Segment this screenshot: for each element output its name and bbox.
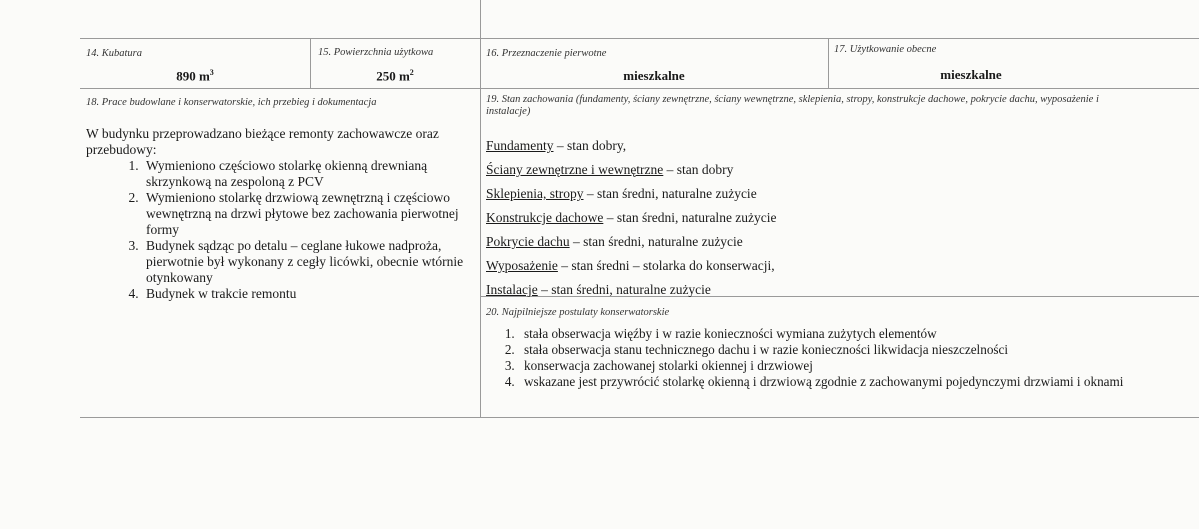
prace-intro: W budynku przeprowadzano bieżące remonty zachowawcze oraz przebudowy: xyxy=(86,126,439,157)
postulaty-content xyxy=(486,326,1126,390)
stan-item-term: Pokrycie dachu xyxy=(486,234,570,249)
kubatura-unit-sup: 3 xyxy=(209,68,214,77)
prace-list xyxy=(110,158,476,302)
prace-item: 3. Budynek sądząc po detalu – ceglane łukowe nadproża, pierwotnie był wykonany z cegły licówki, obecnie wtórnie otynkowany xyxy=(142,238,476,286)
row-line-1 xyxy=(80,38,1199,39)
stan-item-desc: – stan dobry xyxy=(663,162,734,177)
stan-item xyxy=(486,282,1186,306)
stan-item-desc: – stan średni – stolarka do konserwacji, xyxy=(557,258,775,273)
powierzchnia-value xyxy=(310,68,480,84)
stan-item-term: Sklepienia, stropy xyxy=(486,186,584,201)
col-line-2 xyxy=(480,38,481,417)
powierzchnia-unit-sup: 2 xyxy=(409,68,414,77)
kubatura-number: 890 m xyxy=(176,68,210,84)
postulaty-label: 20. Najpilniejsze postulaty konserwatorskie xyxy=(486,307,670,318)
stan-item-desc: – stan średni, naturalne zużycie xyxy=(569,234,743,249)
postulat-item: 2. stała obserwacja stanu technicznego dachu i w razie konieczności likwidacja nieszczelności xyxy=(518,342,1126,358)
stan-item-desc: – stan dobry, xyxy=(553,138,627,153)
powierzchnia-label: 15. Powierzchnia użytkowa xyxy=(318,47,434,58)
uzytkowanie-label: 17. Użytkowanie obecne xyxy=(834,44,937,55)
postulat-item: 4. wskazane jest przywrócić stolarkę okienną i drzwiową zgodnie z zachowanymi pojedynczymi drzwiami i oknami xyxy=(518,374,1126,390)
stan-item xyxy=(486,138,1186,162)
row-line-2 xyxy=(80,88,1199,89)
stan-item-desc: – stan średni, naturalne zużycie xyxy=(583,186,757,201)
postulat-item: 1. stała obserwacja więźby i w razie konieczności wymiana zużytych elementów xyxy=(518,326,1126,342)
kubatura-label: 14. Kubatura xyxy=(86,48,143,59)
kubatura-value xyxy=(80,68,310,84)
stan-label: 19. Stan zachowania (fundamenty, ściany zewnętrzne, ściany wewnętrzne, sklepienia, stropy, konstrukcje dachowe, pokrycie dachu, wyposażenie i instalacje) xyxy=(486,94,1099,117)
powierzchnia-number: 250 m xyxy=(376,68,410,84)
prace-item: 2. Wymieniono stolarkę drzwiową zewnętrzną i częściowo wewnętrzną na drzwi płytowe bez zachowania pierwotnej formy xyxy=(142,190,476,238)
stan-item xyxy=(486,186,1186,210)
uzytkowanie-value: mieszkalne xyxy=(940,67,1002,82)
row-line-bottom xyxy=(80,417,1199,418)
stan-item-desc: – stan średni, naturalne zużycie xyxy=(537,282,711,297)
top-divider xyxy=(480,0,481,38)
stan-item-term: Instalacje xyxy=(486,282,538,297)
stan-item xyxy=(486,234,1186,258)
stan-item xyxy=(486,162,1186,186)
postulaty-list xyxy=(486,326,1126,390)
stan-item xyxy=(486,210,1186,234)
stan-list xyxy=(486,138,1186,306)
stan-item-term: Fundamenty xyxy=(486,138,554,153)
prace-item: 4. Budynek w trakcie remontu xyxy=(142,286,476,302)
przeznaczenie-value: mieszkalne xyxy=(623,68,685,83)
prace-item: 1. Wymieniono częściowo stolarkę okienną drewnianą skrzynkową na zespoloną z PCV xyxy=(142,158,476,190)
stan-item-term: Ściany zewnętrzne i wewnętrzne xyxy=(486,162,664,177)
prace-label: 18. Prace budowlane i konserwatorskie, ich przebieg i dokumentacja xyxy=(86,97,377,108)
stan-item-term: Konstrukcje dachowe xyxy=(486,210,604,225)
stan-item-term: Wyposażenie xyxy=(486,258,558,273)
stan-item-desc: – stan średni, naturalne zużycie xyxy=(603,210,777,225)
postulat-item: 3. konserwacja zachowanej stolarki okiennej i drzwiowej xyxy=(518,358,1126,374)
przeznaczenie-label: 16. Przeznaczenie pierwotne xyxy=(486,48,607,59)
prace-content xyxy=(86,126,476,302)
stan-item xyxy=(486,258,1186,282)
